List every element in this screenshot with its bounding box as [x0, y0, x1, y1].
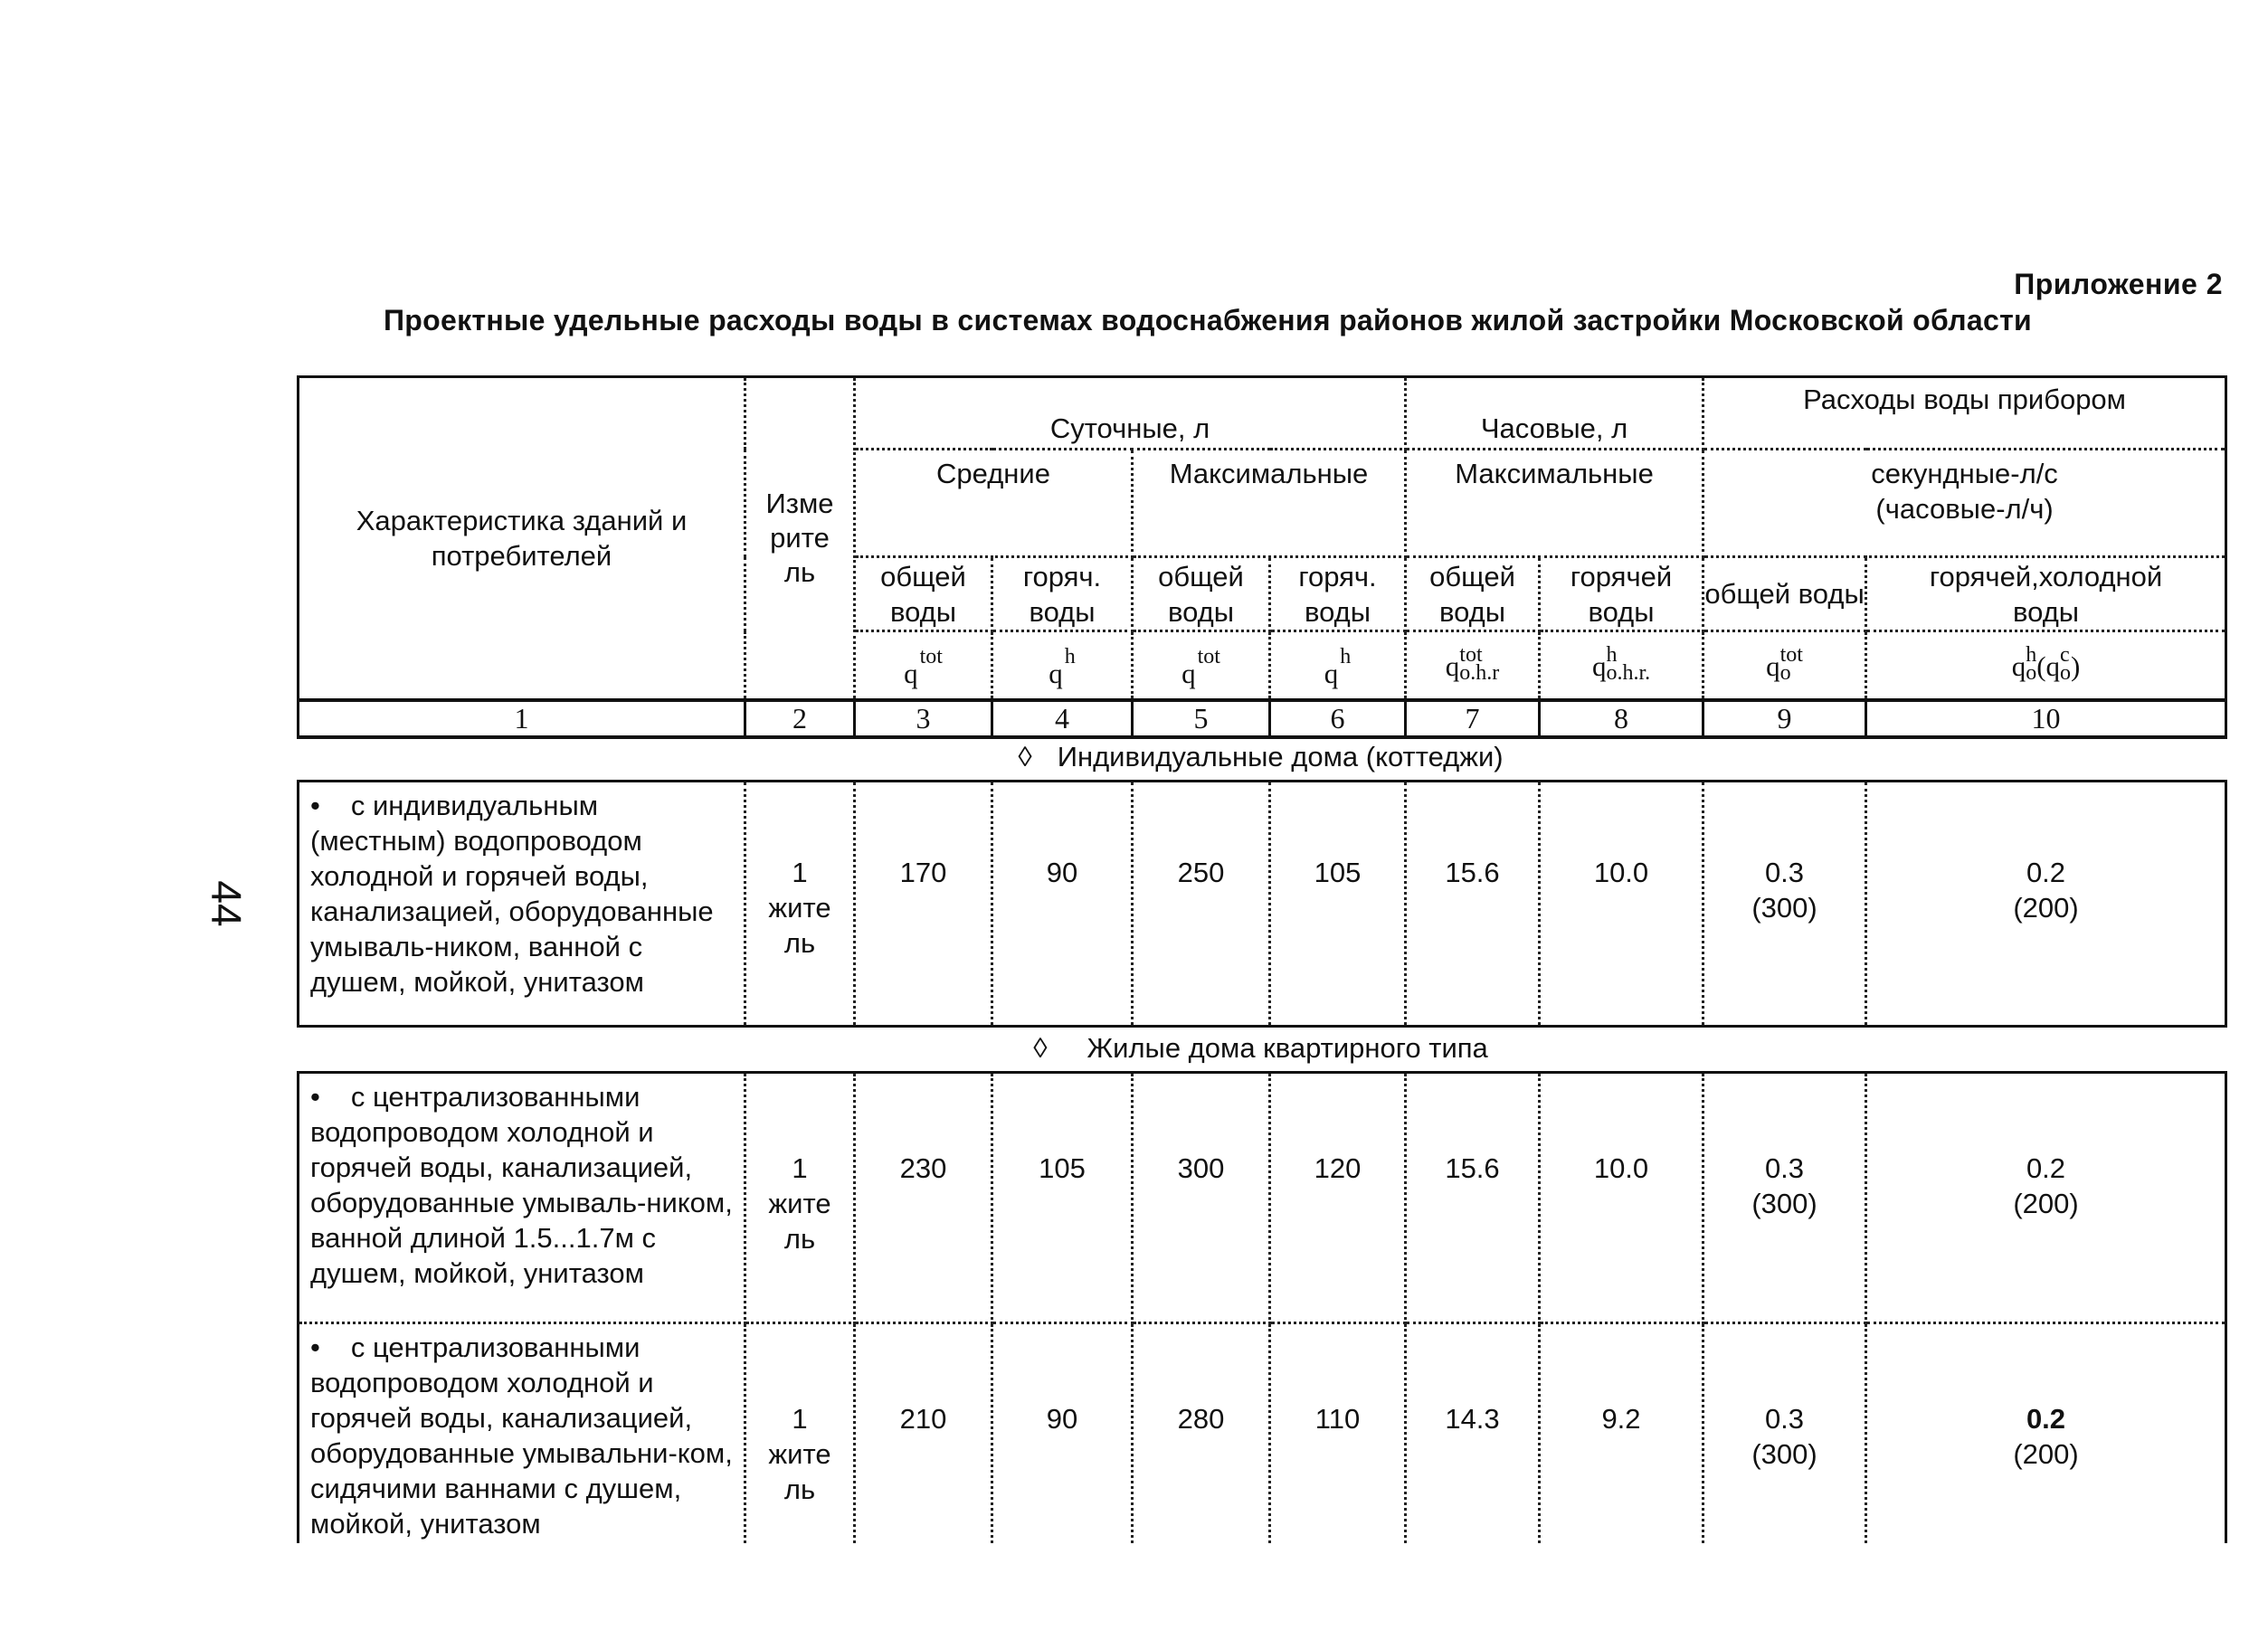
- row-meter: 1 жите ль: [745, 1073, 855, 1323]
- column-number: 10: [1866, 700, 2226, 737]
- cell-c6: 120: [1270, 1073, 1406, 1323]
- column-number: 4: [992, 700, 1133, 737]
- header-meter: Изме рите ль: [745, 377, 855, 700]
- table-row: [299, 1073, 2226, 1323]
- cell-c4: 105: [992, 1073, 1133, 1323]
- row-description: • с индивидуальным (местным) водопроводом холодной и горячей воды, канализацией, оборудованные умываль-ником, ванной с душем, мойкой, унитазом: [299, 782, 745, 1027]
- cell-c8: 10.0: [1540, 1073, 1703, 1323]
- cell-c6: 105: [1270, 782, 1406, 1027]
- diamond-icon: ◊: [1018, 741, 1032, 772]
- header-col8: горячей воды: [1540, 557, 1703, 631]
- cell-c5: 300: [1133, 1073, 1270, 1323]
- cell-c5: 280: [1133, 1323, 1270, 1543]
- section-title-apartment-houses: ◊ Жилые дома квартирного типа: [1033, 1032, 1488, 1064]
- symbol-q-h: $q^h$: [992, 631, 1133, 700]
- column-number: 3: [855, 700, 992, 737]
- table-row: [299, 1323, 2226, 1543]
- column-number: 1: [299, 700, 745, 737]
- header-col4: горяч. воды: [992, 557, 1133, 631]
- cell-c10: 0.2 (200): [1866, 1073, 2226, 1323]
- cell-c4: 90: [992, 782, 1133, 1027]
- header-average: Средние: [855, 450, 1133, 557]
- page-title: Проектные удельные расходы воды в системах водоснабжения районов жилой застройки Московской области: [384, 304, 2033, 336]
- cell-c10: 0.2 (200): [2013, 1403, 2079, 1470]
- page-number: 44: [203, 880, 251, 927]
- row-meter: 1 жите ль: [745, 1323, 855, 1543]
- symbol-q-h-o-c: qh o(qc o): [1866, 631, 2226, 700]
- cell-c8: 10.0: [1540, 782, 1703, 1027]
- row-description: • с централизованными водопроводом холодной и горячей воды, канализацией, оборудованные умываль-ником, ванной длиной 1.5...1.7м с душем, мойкой, унитазом: [299, 1073, 745, 1323]
- symbol-q-tot-ohr: qtot o.h.r: [1406, 631, 1540, 700]
- header-col5: общей воды: [1133, 557, 1270, 631]
- header-daily: Суточные, л: [855, 377, 1406, 450]
- symbol-q-h-ohr: qh o.h.r.: [1540, 631, 1703, 700]
- column-number: 6: [1270, 700, 1406, 737]
- cell-c7: 15.6: [1406, 782, 1540, 1027]
- header-col7: общей воды: [1406, 557, 1540, 631]
- cell-c7: 15.6: [1406, 1073, 1540, 1323]
- symbol-q-tot-o: qtot o: [1703, 631, 1866, 700]
- column-number: 5: [1133, 700, 1270, 737]
- header-maximum-daily: Максимальные: [1133, 450, 1406, 557]
- row-meter: 1 жите ль: [745, 782, 855, 1027]
- header-col9: общей воды: [1703, 557, 1866, 631]
- symbol-q-h-max: $q^h$: [1270, 631, 1406, 700]
- cell-c3: 210: [855, 1323, 992, 1543]
- cell-c4: 90: [992, 1323, 1133, 1543]
- table-header: [297, 375, 2227, 739]
- diamond-icon: ◊: [1033, 1032, 1048, 1064]
- cell-c3: 170: [855, 782, 992, 1027]
- symbol-q-tot: $q^{tot}$: [855, 631, 992, 700]
- header-characteristic: Характеристика зданий и потребителей: [299, 377, 745, 700]
- section-table-apartment-houses: [297, 1071, 2227, 1543]
- symbol-q-tot-max: $q^{tot}$: [1133, 631, 1270, 700]
- row-description: • с централизованными водопроводом холодной и горячей воды, канализацией, оборудованные умывальни-ком, сидячими ваннами с душем, мойкой, унитазом: [299, 1323, 745, 1543]
- header-hourly: Часовые, л: [1406, 377, 1703, 450]
- cell-c5: 250: [1133, 782, 1270, 1027]
- column-number: 9: [1703, 700, 1866, 737]
- table-row: [299, 782, 2226, 1027]
- header-device: Расходы воды прибором: [1703, 377, 2226, 450]
- header-col10: горячей,холодной воды: [1866, 557, 2226, 631]
- cell-c3: 230: [855, 1073, 992, 1323]
- header-col3: общей воды: [855, 557, 992, 631]
- cell-c9: 0.3 (300): [1703, 782, 1866, 1027]
- cell-c8: 9.2: [1540, 1323, 1703, 1543]
- cell-c10: 0.2 (200): [1866, 782, 2226, 1027]
- column-number: 8: [1540, 700, 1703, 737]
- header-col6: горяч. воды: [1270, 557, 1406, 631]
- column-number: 7: [1406, 700, 1540, 737]
- header-seconds: секундные-л/с (часовые-л/ч): [1703, 450, 2226, 557]
- cell-c6: 110: [1270, 1323, 1406, 1543]
- section-title-individual-houses: ◊ Индивидуальные дома (коттеджи): [1018, 741, 1504, 772]
- appendix-label: Приложение 2: [2014, 268, 2223, 300]
- header-maximum-hourly: Максимальные: [1406, 450, 1703, 557]
- cell-c7: 14.3: [1406, 1323, 1540, 1543]
- cell-c9: 0.3 (300): [1703, 1073, 1866, 1323]
- section-table-individual-houses: [297, 780, 2227, 1028]
- cell-c9: 0.3 (300): [1703, 1323, 1866, 1543]
- column-number: 2: [745, 700, 855, 737]
